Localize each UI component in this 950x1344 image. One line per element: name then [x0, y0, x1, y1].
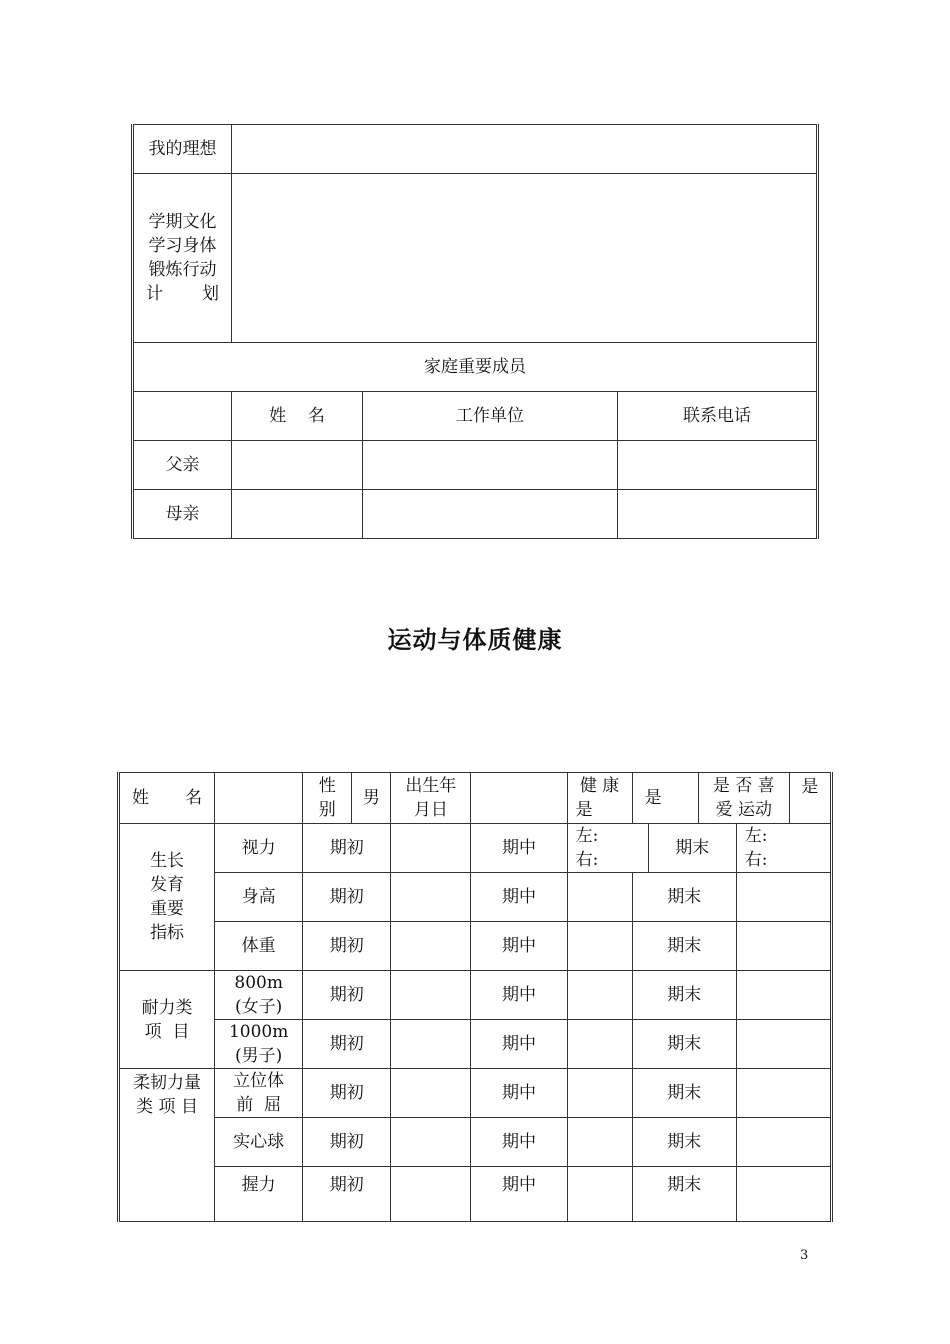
weight-start-field[interactable] [391, 922, 471, 971]
ideal-field[interactable] [232, 125, 818, 174]
run-800-mid-field[interactable] [567, 971, 632, 1020]
term-end-label: 期末 [632, 922, 736, 971]
eye-right-label: 右: [744, 850, 768, 870]
sit-reach-line: 立位体 [233, 1071, 285, 1091]
term-end-label: 期末 [632, 873, 736, 922]
height-end-field[interactable] [736, 873, 831, 922]
plan-label-line [134, 282, 231, 306]
family-header: 家庭重要成员 [133, 343, 818, 392]
flex-group-line: 柔韧力量 [133, 1073, 202, 1093]
term-end-label: 期末 [632, 1118, 736, 1167]
height-row [119, 873, 832, 922]
height-start-field[interactable] [391, 873, 471, 922]
name-label-char: 姓 [132, 788, 149, 808]
run-1000-mid-field[interactable] [567, 1020, 632, 1069]
medicine-ball-label: 实心球 [215, 1118, 303, 1167]
term-start-label: 期初 [303, 824, 391, 873]
endurance-group-line: 耐力类 [141, 997, 193, 1018]
father-work-field[interactable] [363, 441, 618, 490]
sit-reach-row [119, 1069, 832, 1118]
run-800-label [215, 971, 303, 1020]
likes-sport-value: 是 [789, 773, 831, 824]
flex-group-label [119, 1069, 215, 1222]
sit-reach-start-field[interactable] [391, 1069, 471, 1118]
run-1000-label [215, 1020, 303, 1069]
healthy-label-line: 健 康 [579, 776, 620, 796]
sit-reach-mid-field[interactable] [567, 1069, 632, 1118]
gender-label [303, 773, 352, 824]
term-end-label: 期末 [648, 824, 736, 873]
plan-label-line: 学习身体 [148, 236, 217, 256]
endurance-group-line: 项 目 [144, 1021, 190, 1042]
grip-label: 握力 [215, 1167, 303, 1222]
col-name-header [232, 392, 363, 441]
growth-group-line: 生长 [150, 851, 185, 871]
medicine-ball-row [119, 1118, 832, 1167]
family-columns-row [133, 392, 818, 441]
height-label: 身高 [215, 873, 303, 922]
term-end-label: 期末 [632, 971, 736, 1020]
run-800-line: (女子) [235, 997, 283, 1017]
term-mid-label: 期中 [471, 1069, 567, 1118]
birth-field[interactable] [471, 773, 567, 824]
eye-right-label: 右: [575, 850, 599, 870]
father-label: 父亲 [133, 441, 232, 490]
term-mid-label: 期中 [471, 1167, 567, 1222]
weight-mid-field[interactable] [567, 922, 632, 971]
term-end-label: 期末 [632, 1069, 736, 1118]
plan-label-char: 计 [146, 284, 163, 304]
mother-name-field[interactable] [232, 490, 363, 539]
eye-left-label: 左: [575, 826, 599, 846]
term-start-label: 期初 [303, 1118, 391, 1167]
plan-field[interactable] [232, 174, 818, 343]
personal-plan-table [131, 124, 819, 539]
col-name-char: 姓 [269, 406, 287, 426]
name-label [119, 773, 215, 824]
grip-end-field[interactable] [736, 1167, 831, 1222]
col-work-header: 工作单位 [363, 392, 618, 441]
term-mid-label: 期中 [471, 824, 567, 873]
gender-label-line: 性 [318, 776, 336, 796]
name-label-inner [120, 786, 214, 810]
growth-group-line: 指标 [150, 923, 185, 943]
blank-cell [133, 392, 232, 441]
eye-left-label: 左: [744, 826, 768, 846]
vision-row [119, 824, 832, 873]
plan-label-line: 锻炼行动 [148, 260, 217, 280]
run-1000-line: (男子) [235, 1046, 283, 1066]
birth-label-line: 出生年 [405, 776, 457, 796]
healthy-value: 是 [632, 773, 698, 824]
vision-start-field[interactable] [391, 824, 471, 873]
run-800-start-field[interactable] [391, 971, 471, 1020]
health-table [117, 772, 833, 1222]
sit-reach-end-field[interactable] [736, 1069, 831, 1118]
grip-row [119, 1167, 832, 1222]
likes-sport-label-line: 爱 运动 [715, 800, 772, 820]
father-row [133, 441, 818, 490]
medicine-ball-start-field[interactable] [391, 1118, 471, 1167]
run-1000-start-field[interactable] [391, 1020, 471, 1069]
name-field[interactable] [215, 773, 303, 824]
healthy-label-line: 是 [575, 800, 593, 820]
vision-end-field[interactable] [736, 824, 831, 873]
col-phone-header: 联系电话 [618, 392, 818, 441]
growth-group-label [119, 824, 215, 971]
grip-mid-field[interactable] [567, 1167, 632, 1222]
page-number: 3 [800, 1248, 809, 1263]
birth-label-line: 月日 [413, 800, 448, 820]
height-mid-field[interactable] [567, 873, 632, 922]
term-start-label: 期初 [303, 1069, 391, 1118]
plan-label-char: 划 [202, 284, 219, 304]
weight-end-field[interactable] [736, 922, 831, 971]
ideal-row [133, 125, 818, 174]
term-start-label: 期初 [303, 971, 391, 1020]
growth-group-line: 重要 [150, 899, 185, 919]
ideal-label: 我的理想 [133, 125, 232, 174]
mother-row [133, 490, 818, 539]
col-name-char: 名 [307, 406, 325, 426]
mother-phone-field[interactable] [618, 490, 818, 539]
endurance-group-label [119, 971, 215, 1069]
father-name-field[interactable] [232, 441, 363, 490]
run-800-line: 800m [234, 973, 283, 993]
weight-row [119, 922, 832, 971]
weight-label: 体重 [215, 922, 303, 971]
run-1000-line: 1000m [228, 1022, 289, 1042]
vision-mid-field[interactable] [567, 824, 648, 873]
sit-reach-label [215, 1069, 303, 1118]
grip-start-field[interactable] [391, 1167, 471, 1222]
term-start-label: 期初 [303, 1020, 391, 1069]
term-mid-label: 期中 [471, 873, 567, 922]
term-start-label: 期初 [303, 1167, 391, 1222]
sit-reach-line: 前 屈 [236, 1095, 282, 1115]
gender-value: 男 [352, 773, 391, 824]
family-header-row [133, 343, 818, 392]
name-label-char: 名 [185, 788, 203, 808]
plan-row [133, 174, 818, 343]
term-mid-label: 期中 [471, 922, 567, 971]
term-mid-label: 期中 [471, 971, 567, 1020]
section-title: 运动与体质健康 [387, 625, 563, 654]
likes-sport-label-line: 是 否 喜 [712, 776, 775, 796]
run-1000-end-field[interactable] [736, 1020, 831, 1069]
mother-work-field[interactable] [363, 490, 618, 539]
term-mid-label: 期中 [471, 1118, 567, 1167]
gender-label-line: 别 [318, 800, 336, 820]
vision-label: 视力 [215, 824, 303, 873]
term-mid-label: 期中 [471, 1020, 567, 1069]
healthy-label [567, 773, 632, 824]
father-phone-field[interactable] [618, 441, 818, 490]
flex-group-line: 类 项 目 [136, 1097, 198, 1117]
run-800-row [119, 971, 832, 1020]
run-1000-row [119, 1020, 832, 1069]
medicine-ball-mid-field[interactable] [567, 1118, 632, 1167]
run-800-end-field[interactable] [736, 971, 831, 1020]
term-end-label: 期末 [632, 1167, 736, 1222]
term-end-label: 期末 [632, 1020, 736, 1069]
basic-info-row [119, 773, 832, 824]
plan-label-line: 学期文化 [148, 212, 217, 232]
term-start-label: 期初 [303, 873, 391, 922]
plan-label [133, 174, 232, 343]
term-start-label: 期初 [303, 922, 391, 971]
medicine-ball-end-field[interactable] [736, 1118, 831, 1167]
mother-label: 母亲 [133, 490, 232, 539]
birth-label [391, 773, 471, 824]
likes-sport-label [698, 773, 789, 824]
growth-group-line: 发育 [150, 875, 185, 895]
